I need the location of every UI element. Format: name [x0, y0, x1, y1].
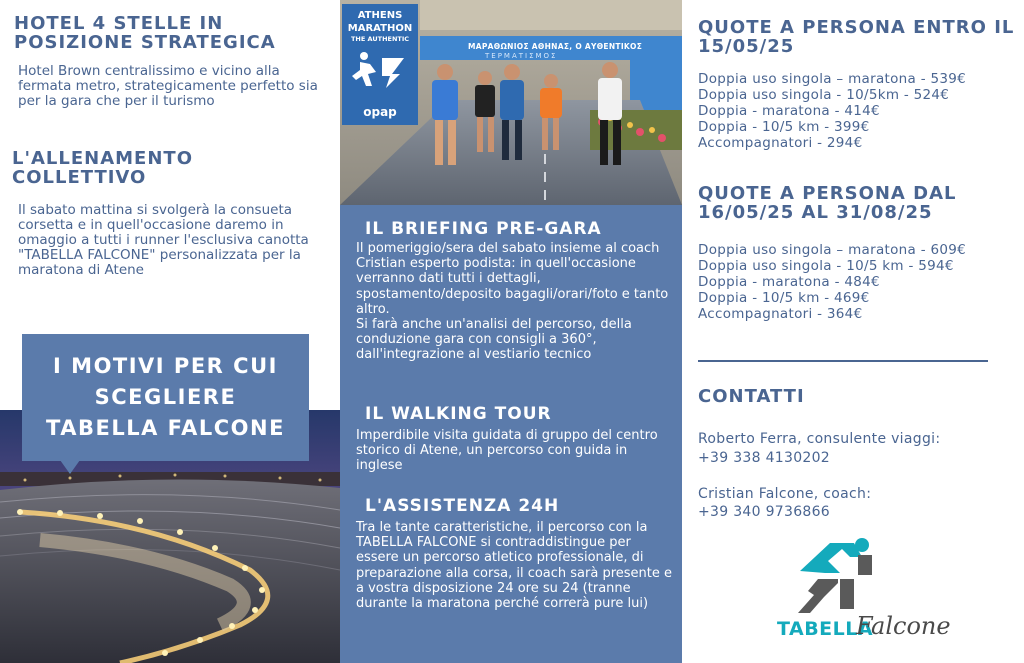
briefing-title: IL BRIEFING PRE-GARA: [365, 219, 602, 239]
sponsor-logo: opap: [363, 105, 397, 119]
athens-marathon-logo: [342, 4, 418, 125]
badge-line3: THE AUTHENTIC: [350, 35, 410, 43]
runner-icon: [350, 50, 410, 90]
features-panel: [340, 205, 682, 663]
logo-word-falcone: Falcone: [856, 612, 951, 640]
right-column: [682, 0, 1024, 663]
hotel-text: Hotel Brown centralissimo e vicino alla fermata metro, strategicamente perfetto sia per la gara che per il turismo: [18, 63, 318, 109]
contact1-phone[interactable]: +39 338 4130202: [698, 450, 831, 466]
middle-column: [340, 0, 682, 663]
callout-tail: [60, 460, 80, 474]
badge-line1: ATHENS: [357, 10, 403, 21]
price-item: Doppia - 10/5 km - 399€: [698, 119, 870, 135]
reasons-text: I MOTIVI PER CUI SCEGLIERE TABELLA FALCONE: [46, 354, 285, 440]
price-item: Doppia uso singola – maratona - 539€: [698, 71, 967, 87]
left-column: [0, 0, 340, 663]
price-item: Doppia - 10/5 km - 469€: [698, 290, 870, 306]
walking-tour-title: IL WALKING TOUR: [365, 404, 552, 424]
hotel-title: HOTEL 4 STELLE IN POSIZIONE STRATEGICA: [14, 13, 276, 53]
contact2-name: Cristian Falcone, coach:: [698, 486, 872, 502]
assistance-title: L'ASSISTENZA 24H: [365, 496, 560, 516]
badge-line2: MARATHON: [347, 23, 413, 34]
price-item: Doppia uso singola - 10/5km - 524€: [698, 87, 950, 103]
contact1-name: Roberto Ferra, consulente viaggi:: [698, 431, 941, 447]
quote1-title: QUOTE A PERSONA ENTRO IL 15/05/25: [698, 17, 1015, 57]
quote2-price-list: [698, 242, 1018, 322]
falcone-logo-mark: [770, 535, 950, 620]
tabella-falcone-logo: [770, 535, 950, 653]
briefing-text: Il pomeriggio/sera del sabato insieme al coach Cristian esperto podista: in quell'occasione verranno dati tutti i dettagli, spostamento/deposito bagagli/orari/foto e tanto altro. Si farà anche un'analisi del percorso, della conduzione gara con consigli a 360°, dall'integrazione al vestiario tecnico: [356, 241, 669, 363]
finish-banner-subtext: ΤΕΡΜΑΤΙΣΜΟΣ: [485, 52, 558, 60]
assistance-text: Tra le tante caratteristiche, il percorso con la TABELLA FALCONE si contraddistingue per essere un percorso atletico professionale, di preparazione alla corsa, il coach sarà presente e a vostra disposizione 24 ore su 24 (tranne durante la maratona perché correrà pure lui): [356, 520, 673, 612]
section-divider: [698, 360, 988, 362]
contacts-title: CONTATTI: [698, 386, 805, 407]
reasons-callout: [22, 334, 309, 461]
price-item: Doppia uso singola – maratona - 609€: [698, 242, 967, 258]
price-item: Accompagnatori - 294€: [698, 135, 863, 151]
price-item: Accompagnatori - 364€: [698, 306, 863, 322]
price-item: Doppia uso singola - 10/5 km - 594€: [698, 258, 954, 274]
price-item: Doppia - maratona - 414€: [698, 103, 880, 119]
quote1-price-list: [698, 71, 1018, 151]
logo-word-tabella: TABELLA: [777, 618, 874, 640]
training-title: L'ALLENAMENTO COLLETTIVO: [12, 148, 193, 188]
training-text: Il sabato mattina si svolgerà la consueta corsetta e in quell'occasione daremo in omaggio a tutti i runner l'esclusiva canotta "TABELLA FALCONE" personalizzata per la maratona di Atene: [18, 202, 309, 278]
walking-tour-text: Imperdibile visita guidata di gruppo del centro storico di Atene, un percorso con guida in inglese: [356, 428, 658, 474]
marathon-photo: [340, 0, 682, 205]
contact2-phone[interactable]: +39 340 9736866: [698, 504, 831, 520]
finish-banner-text: ΜΑΡΑΘΩΝΙΟΣ ΑΘΗΝΑΣ, Ο ΑΥΘΕΝΤΙΚΟΣ: [468, 42, 643, 51]
price-item: Doppia - maratona - 484€: [698, 274, 880, 290]
quote2-title: QUOTE A PERSONA DAL 16/05/25 AL 31/08/25: [698, 183, 957, 223]
